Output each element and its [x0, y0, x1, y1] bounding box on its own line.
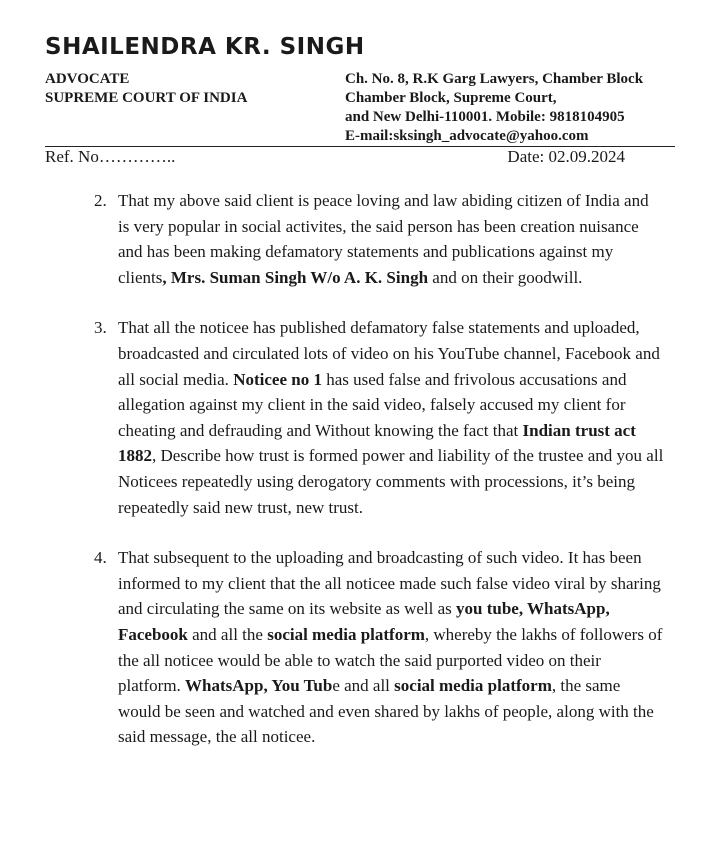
text-run: That subsequent to the uploading and broadcasting of such video. It has been informed to my client that the all noticee made such false video viral by sharing and circulating the same on its website as well as: [118, 548, 661, 619]
bold-text: Indian trust act 1882: [118, 420, 636, 466]
address-line: Chamber Block, Supreme Court,: [345, 90, 557, 106]
text-run: and on their goodwill.: [428, 267, 583, 287]
letterhead: [45, 32, 675, 146]
address-line: Ch. No. 8, R.K Garg Lawyers, Chamber Block: [345, 71, 644, 87]
email-line: E-mail:sksingh_advocate@yahoo.com: [345, 128, 589, 144]
address-block: [345, 70, 675, 146]
text-run: has used false and frivolous accusations and allegation against my client in the said video, falsely accused my client for cheating and defrauding and Without knowing the fact that: [118, 369, 627, 440]
paragraph-number: 4.: [94, 548, 107, 568]
text-run: , whereby the lakhs of followers of the all noticee would be able to watch the said purported video on their platform.: [118, 624, 663, 696]
text-run: , Describe how trust is formed power and liability of the trustee and you all Noticees repeatedly using derogatory comments with processions, it’s being repeatedly said new trust, new trust.: [118, 446, 664, 517]
bold-text: Noticee no 1: [233, 369, 322, 389]
letter-date: Date: 02.09.2024: [507, 147, 625, 166]
bold-text: WhatsApp, You Tub: [185, 676, 333, 696]
designation-block: [45, 70, 325, 146]
text-run: e and all: [332, 676, 395, 696]
designation-court: SUPREME COURT OF INDIA: [45, 90, 248, 106]
bold-text: , Mrs. Suman Singh W/o A. K. Singh: [162, 267, 429, 287]
text-run: , the same would be seen and watched and even shared by lakhs of people, along with the said message, the all noticee.: [118, 676, 654, 747]
text-run: and all the: [187, 624, 268, 644]
paragraph: [94, 545, 664, 750]
reference-line: [45, 147, 625, 167]
designation-title: ADVOCATE: [45, 71, 130, 87]
paragraph: [94, 315, 664, 520]
bold-text: social media platform: [394, 676, 552, 696]
advocate-name: SHAILENDRA KR. SINGH: [45, 34, 365, 60]
paragraph: [94, 188, 664, 290]
bold-text: social media platform: [267, 624, 425, 644]
ref-number: Ref. No…………..: [45, 147, 176, 166]
paragraph-number: 3.: [94, 318, 107, 338]
text-run: That all the noticee has published defamatory false statements and uploaded, broadcasted and circulated lots of video on his YouTube channel, Facebook and all social media.: [118, 318, 660, 389]
paragraph-list: [94, 188, 664, 775]
address-line: and New Delhi-110001. Mobile: 9818104905: [345, 109, 625, 125]
text-run: That my above said client is peace loving and law abiding citizen of India and is very popular in social activites, the said person has been creation nuisance and has been making defamatory statements and publications against my clients: [118, 191, 649, 287]
paragraph-number: 2.: [94, 191, 107, 210]
paragraph-text: [118, 315, 664, 520]
paragraph-text: [118, 188, 664, 290]
letterhead-columns: [45, 70, 675, 146]
paragraph-text: [118, 545, 664, 750]
bold-text: you tube, WhatsApp, Facebook: [118, 599, 610, 644]
